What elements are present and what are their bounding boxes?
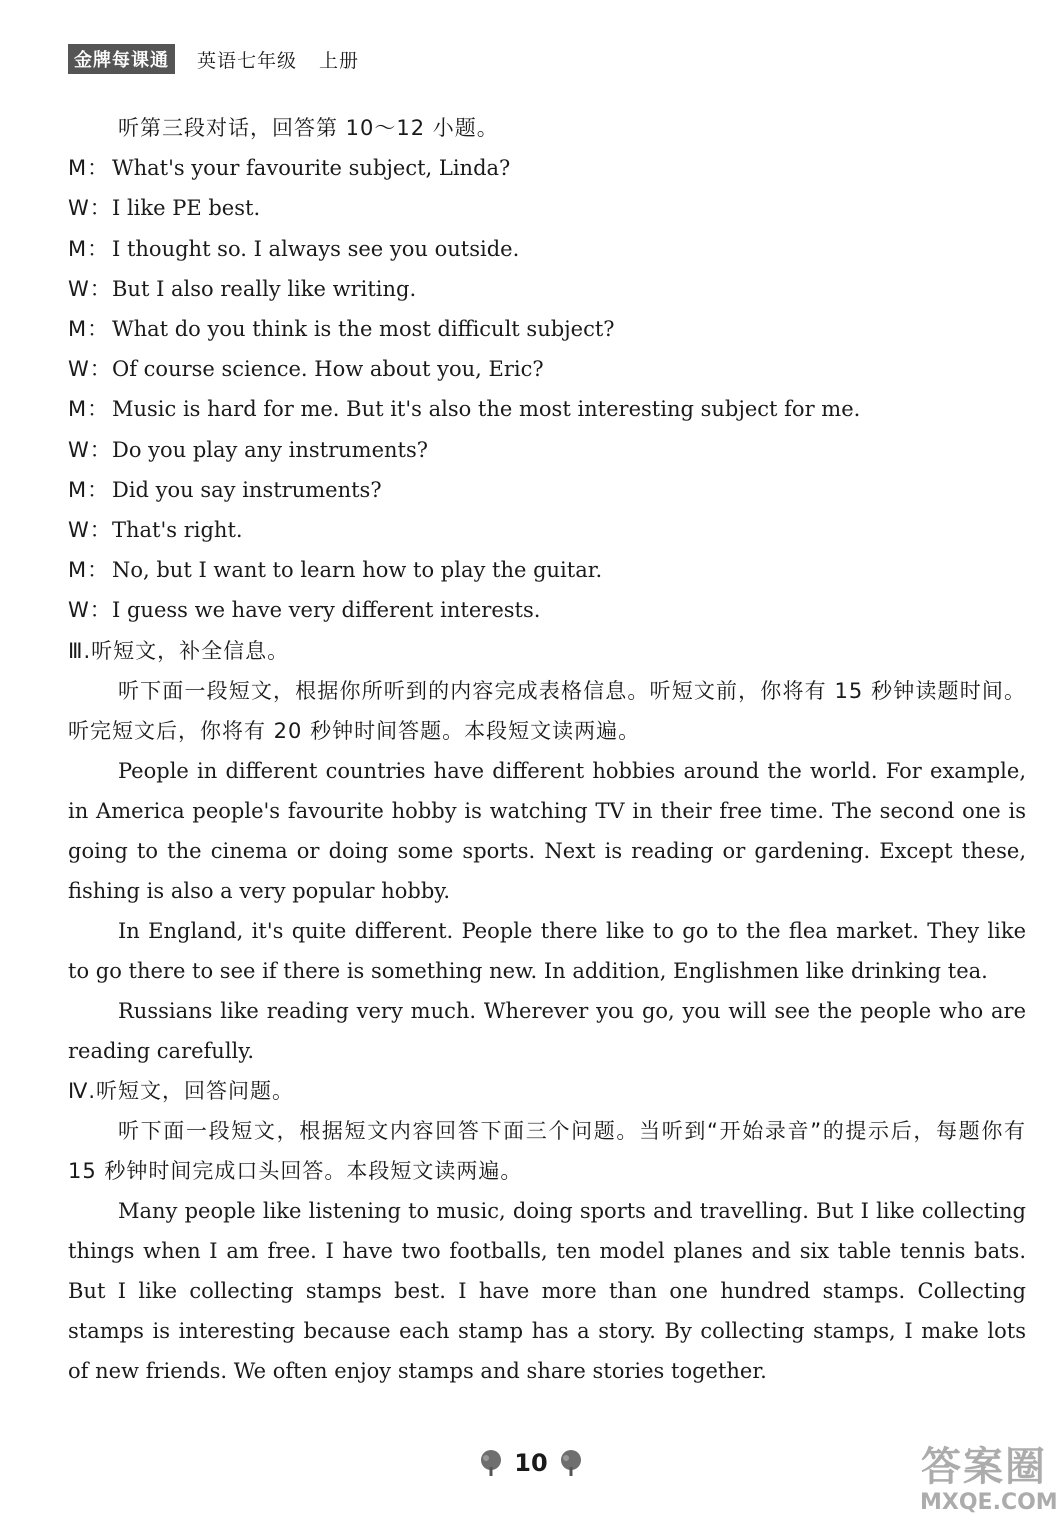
dialogue-line (68, 188, 1026, 228)
speaker: W： (68, 276, 112, 301)
utterance: I like PE best. (112, 196, 261, 221)
tree-icon (558, 1449, 584, 1477)
book-title: 英语七年级 (197, 49, 298, 72)
dialogue-line (68, 269, 1026, 309)
dialogue-line (68, 389, 1026, 429)
part3-heading: Ⅲ.听短文，补全信息。 (68, 638, 290, 663)
speaker: W： (68, 437, 112, 462)
part4-instruction: 听下面一段短文，根据短文内容回答下面三个问题。当听到“开始录音”的提示后，每题你有 15 秒钟时间完成口头回答。本段短文读两遍。 (68, 1119, 1026, 1184)
part4-paragraph: Many people like listening to music, doing sports and travelling. But I like collecting things when I am free. I have two footballs, ten model planes and six table tennis bats. But I like collecting stamps best. I have more than one hundred stamps. Collecting stamps is interesting because each stamp has a story. By collecting stamps, I make lots of new friends. We often enjoy stamps and share stories together. (68, 1199, 1026, 1384)
utterance: Music is hard for me. But it's also the most interesting subject for me. (112, 397, 861, 422)
part3-paragraph: In England, it's quite different. People there like to go to the flea market. They like to go there to see if there is something new. In addition, Englishmen like drinking tea. (68, 918, 1026, 983)
watermark-logo: 答案圈 (921, 1444, 1047, 1490)
part4-heading: Ⅳ.听短文，回答问题。 (68, 1078, 295, 1103)
speaker: W： (68, 598, 112, 623)
utterance: That's right. (112, 518, 243, 543)
part3-paragraph: People in different countries have different hobbies around the world. For example, in America people's favourite hobby is watching TV in their free time. The second one is going to the cinema or doing some sports. Next is reading or gardening. Except these, fishing is also a very popular hobby. (68, 758, 1026, 903)
utterance: What's your favourite subject, Linda? (112, 156, 511, 181)
utterance: Did you say instruments? (112, 477, 382, 502)
part3-paragraph: Russians like reading very much. Wherever you go, you will see the people who are reading carefully. (68, 998, 1026, 1063)
part3-instruction: 听下面一段短文，根据你所听到的内容完成表格信息。听短文前，你将有 15 秒钟读题时间。听完短文后，你将有 20 秒钟时间答题。本段短文读两遍。 (68, 678, 1026, 743)
volume-label: 上册 (319, 49, 360, 72)
page-number: 10 (514, 1449, 548, 1477)
utterance: What do you think is the most difficult subject? (112, 317, 615, 342)
dialogue-line (68, 229, 1026, 269)
watermark-url: MXQE.COM (920, 1490, 1058, 1515)
speaker: M： (68, 477, 110, 502)
utterance: Of course science. How about you, Eric? (112, 357, 544, 382)
speaker: M： (68, 558, 110, 583)
watermark (920, 1444, 1058, 1524)
dialogue-line (68, 309, 1026, 349)
dialogue-line (68, 590, 1026, 630)
dialogue-line (68, 510, 1026, 550)
utterance: No, but I want to learn how to play the guitar. (112, 558, 603, 583)
dialogue-line (68, 148, 1026, 188)
utterance: I guess we have very different interests. (112, 598, 541, 623)
utterance: Do you play any instruments? (112, 437, 429, 462)
speaker: M： (68, 397, 110, 422)
dialogue-line (68, 550, 1026, 590)
speaker: M： (68, 156, 110, 181)
dialogue-line (68, 430, 1026, 470)
dialogue-line (68, 470, 1026, 510)
page-header (68, 44, 359, 74)
dialogue (68, 148, 1026, 630)
speaker: M： (68, 236, 110, 261)
utterance: I thought so. I always see you outside. (112, 236, 520, 261)
page-content (68, 108, 1026, 1391)
speaker: W： (68, 518, 112, 543)
tree-icon (478, 1449, 504, 1477)
speaker: W： (68, 357, 112, 382)
page-footer (0, 1446, 1062, 1480)
brand-label: 金牌每课通 (68, 44, 175, 74)
utterance: But I also really like writing. (112, 276, 417, 301)
dialogue-line (68, 349, 1026, 389)
speaker: M： (68, 317, 110, 342)
speaker: W： (68, 196, 112, 221)
section3-intro: 听第三段对话，回答第 10～12 小题。 (118, 116, 499, 140)
